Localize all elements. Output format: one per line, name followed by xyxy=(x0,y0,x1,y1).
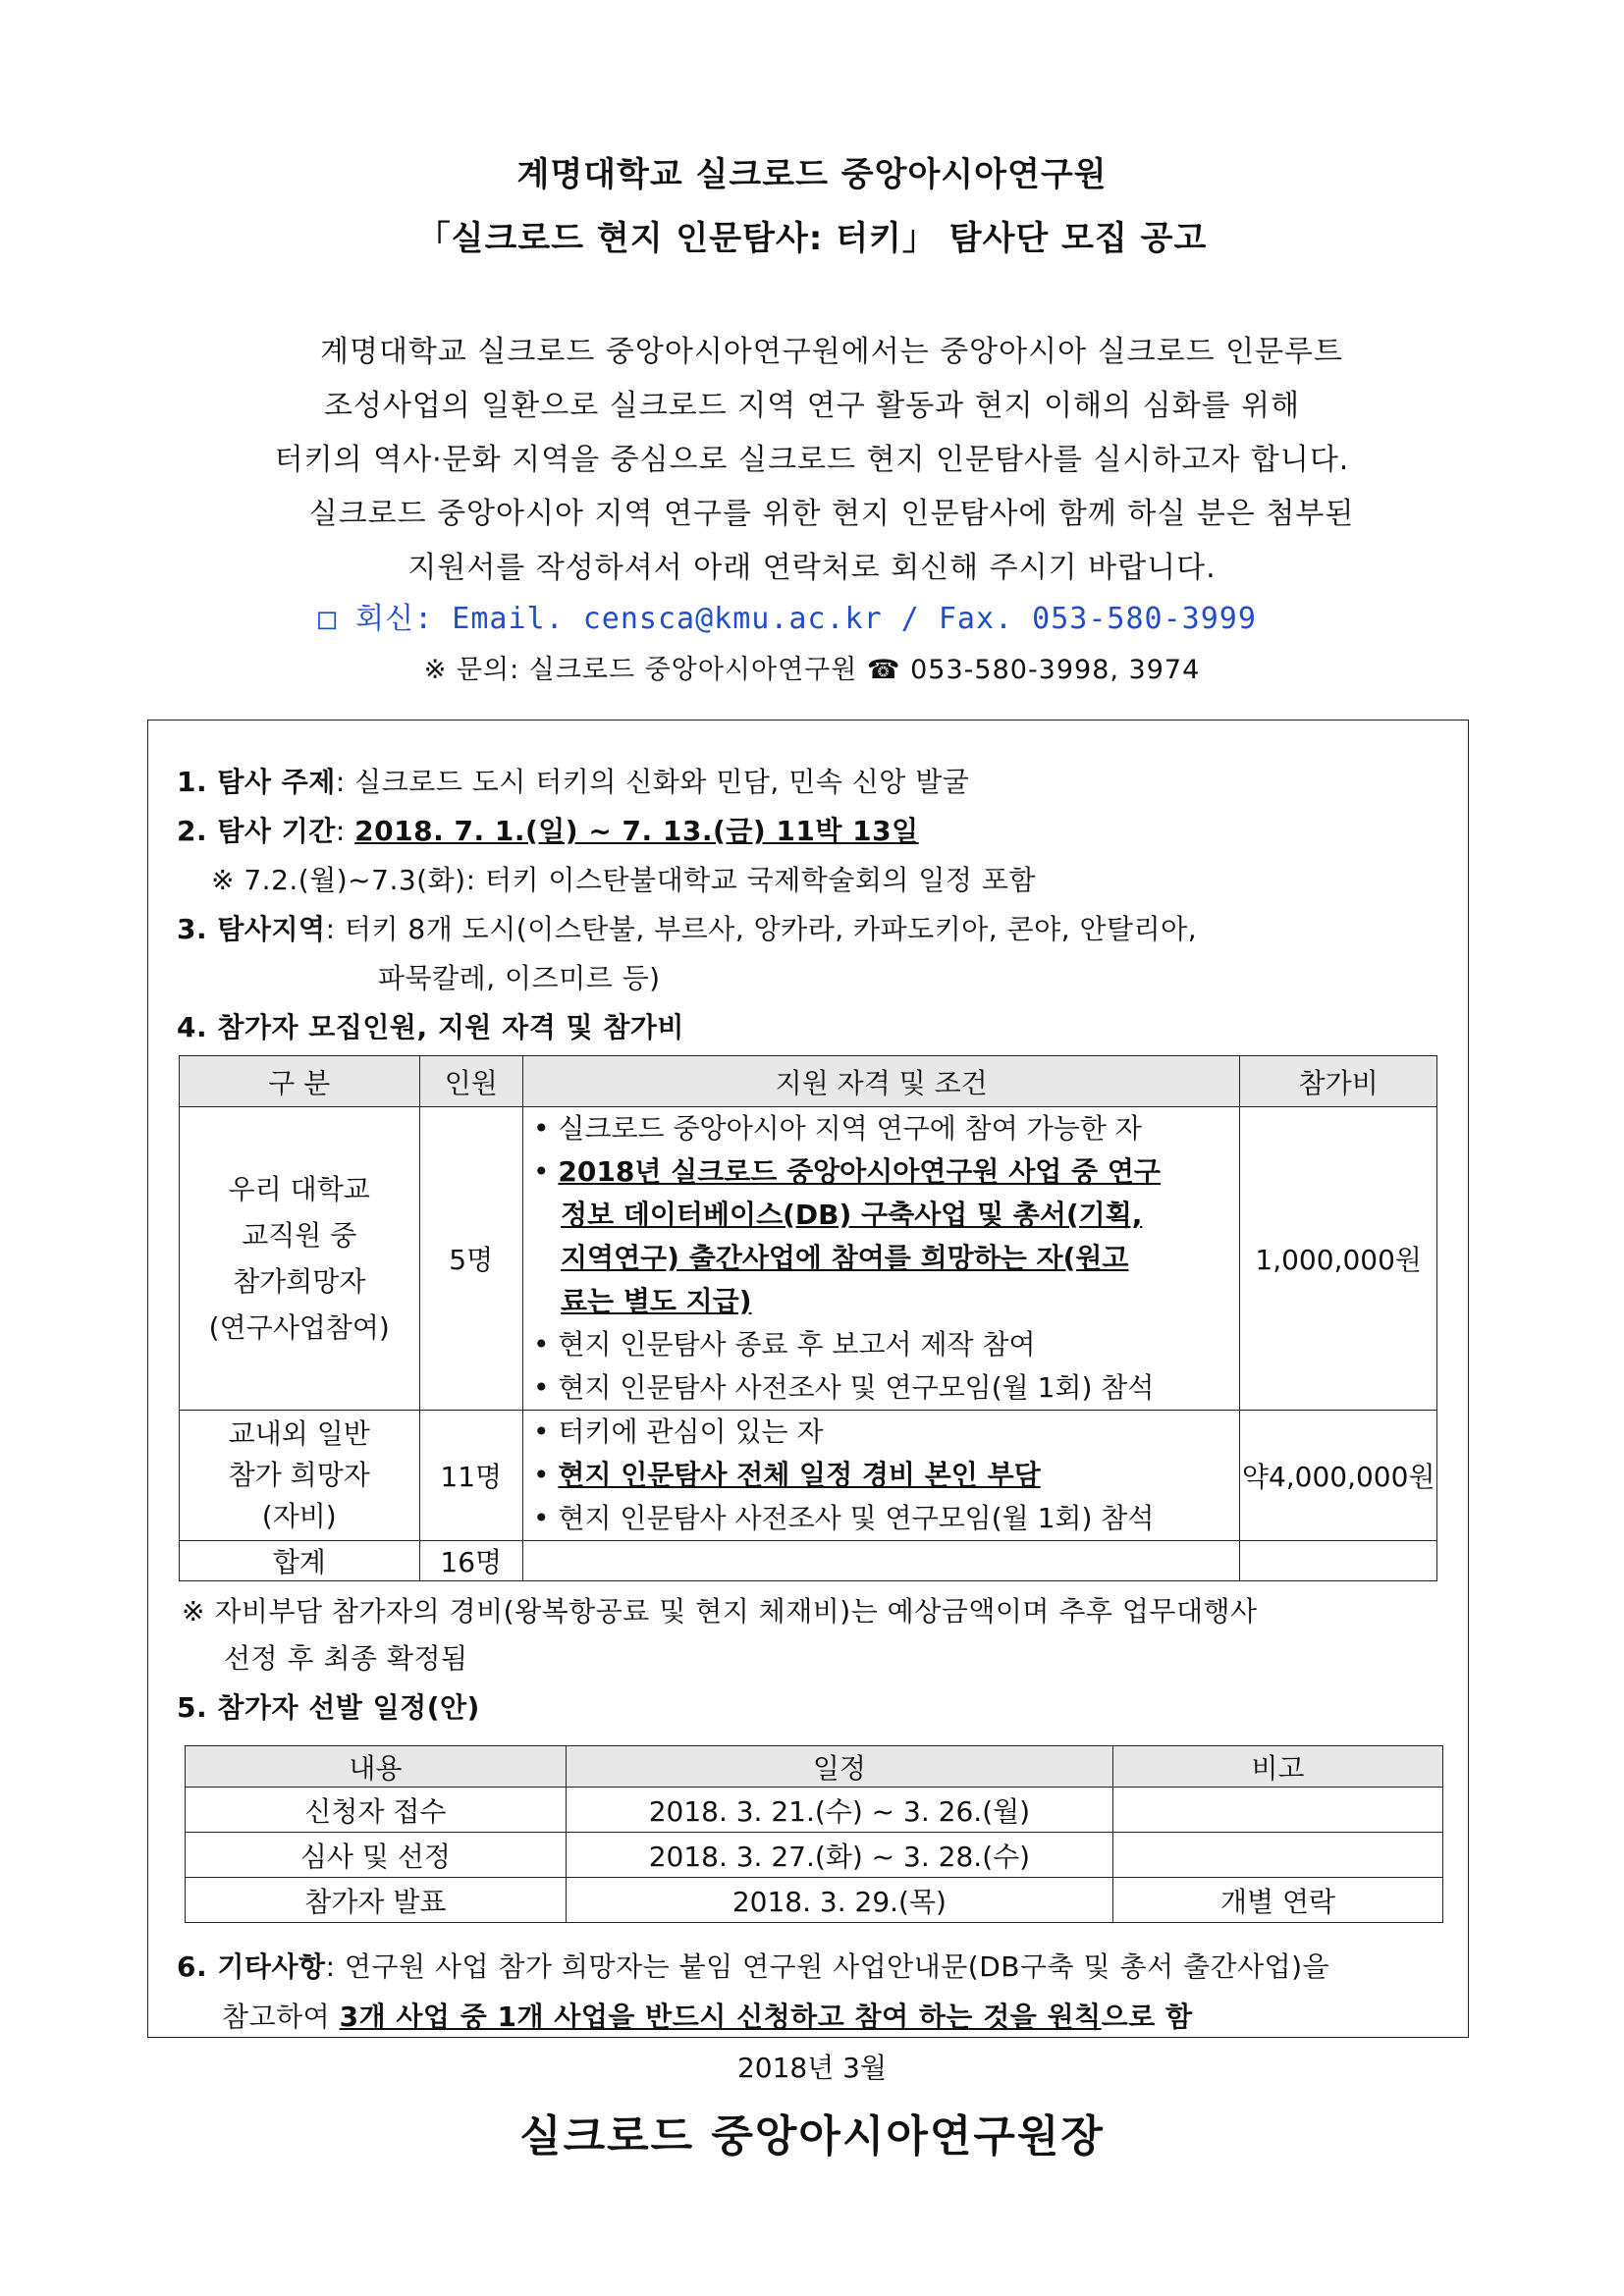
schedule-table xyxy=(185,1745,1443,1923)
section-2-colon: : xyxy=(335,815,355,847)
col-header-count: 인원 xyxy=(419,1056,522,1107)
table-row xyxy=(186,1788,1443,1833)
notice-subtitle: 「실크로드 현지 인문탐사: 터키」 탐사단 모집 공고 xyxy=(416,219,1208,258)
inquiry-contact: ※ 문의: 실크로드 중앙아시아연구원 ☎ 053-580-3998, 3974 xyxy=(423,655,1201,685)
row1-conditions xyxy=(522,1107,1239,1411)
row2-category-line: 참가 희망자 xyxy=(228,1459,370,1491)
intro-line-3: 터키의 역사·문화 지역을 중심으로 실크로드 현지 인문탐사를 실시하고자 합니다. xyxy=(274,443,1350,477)
section-6-label: 6. 기타사항 xyxy=(177,1950,326,1983)
row1-condition-bold xyxy=(533,1150,1239,1194)
intro-line-1: 계명대학교 실크로드 중앙아시아연구원에서는 중앙아시아 실크로드 인문루트 xyxy=(319,335,1344,369)
row2-category-line: 교내외 일반 xyxy=(228,1417,370,1450)
recruitment-table xyxy=(179,1055,1437,1581)
signature: 실크로드 중앙아시아연구원장 xyxy=(519,2111,1105,2162)
section-4-note-cont: 선정 후 최종 확정됨 xyxy=(224,1642,468,1675)
row1-category-line: 참가희망자 xyxy=(233,1265,366,1298)
section-6 xyxy=(177,1946,1329,1985)
schedule-date: 2018. 3. 27.(화) ~ 3. 28.(수) xyxy=(566,1833,1112,1878)
table-row-total xyxy=(180,1541,1437,1581)
section-4-note: ※ 자비부담 참가자의 경비(왕복항공료 및 현지 체재비)는 예상금액이며 추후 업무대행사 xyxy=(182,1595,1258,1628)
section-3-label: 3. 탐사지역 xyxy=(177,913,326,945)
schedule-item: 참가자 발표 xyxy=(186,1878,567,1923)
section-2-label: 2. 탐사 기간 xyxy=(177,815,336,847)
total-fee-empty xyxy=(1240,1541,1437,1581)
schedule-date: 2018. 3. 21.(수) ~ 3. 26.(월) xyxy=(566,1788,1112,1833)
total-count: 16명 xyxy=(419,1541,522,1581)
section-6-pre: 참고하여 xyxy=(222,2001,340,2033)
section-3-text-cont: 파묵칼레, 이즈미르 등) xyxy=(378,962,661,994)
col-header-category: 구 분 xyxy=(180,1056,420,1107)
schedule-item: 심사 및 선정 xyxy=(186,1833,567,1878)
row1-condition-bold-text: 지역연구) 출간사업에 참여를 희망하는 자(원고 xyxy=(560,1242,1129,1274)
section-1-text: : 실크로드 도시 터키의 신화와 민담, 민속 신앙 발굴 xyxy=(335,766,970,798)
row2-fee: 약4,000,000원 xyxy=(1240,1411,1437,1541)
row1-count: 5명 xyxy=(419,1107,522,1411)
reply-contact: □ 회신: Email. censca@kmu.ac.kr / Fax. 053-580-3999 xyxy=(318,602,1257,636)
section-2-period: 2018. 7. 1.(일) ~ 7. 13.(금) 11박 13일 xyxy=(354,815,919,847)
schedule-item: 신청자 접수 xyxy=(186,1788,567,1833)
row2-condition: • 터키에 관심이 있는 자 xyxy=(532,1415,824,1448)
row1-category-line: 우리 대학교 xyxy=(228,1173,370,1205)
section-3 xyxy=(177,908,1197,947)
row1-condition-bold-text: 2018년 실크로드 중앙아시아연구원 사업 중 연구 xyxy=(558,1155,1161,1188)
recruitment-table-header xyxy=(180,1056,1437,1107)
section-6-text: : 연구원 사업 참가 희망자는 붙임 연구원 사업안내문(DB구축 및 총서 출간사업)을 xyxy=(325,1950,1330,1983)
row1-condition: • 실크로드 중앙아시아 지역 연구에 참여 가능한 자 xyxy=(532,1112,1142,1145)
row1-category xyxy=(180,1107,420,1411)
intro-line-4: 실크로드 중앙아시아 지역 연구를 위한 현지 인문탐사에 함께 하실 분은 첨부된 xyxy=(308,497,1355,531)
total-conditions-empty xyxy=(522,1541,1239,1581)
row1-fee: 1,000,000원 xyxy=(1240,1107,1437,1411)
schedule-note: 개별 연락 xyxy=(1113,1878,1443,1923)
row2-condition-bold-text: 현지 인문탐사 전체 일정 경비 본인 부담 xyxy=(558,1459,1041,1491)
schedule-table-header xyxy=(186,1746,1443,1788)
col-header-note: 비고 xyxy=(1113,1746,1443,1788)
row2-category-line: (자비) xyxy=(261,1500,337,1532)
bullet: • xyxy=(532,1459,559,1491)
bullet: • xyxy=(532,1155,559,1188)
section-1-label: 1. 탐사 주제 xyxy=(177,766,336,798)
row1-condition: • 현지 인문탐사 사전조사 및 연구모임(월 1회) 참석 xyxy=(532,1371,1155,1404)
table-row xyxy=(186,1878,1443,1923)
table-row xyxy=(180,1411,1437,1541)
intro-line-5: 지원서를 작성하셔서 아래 연락처로 회신해 주시기 바랍니다. xyxy=(407,551,1217,585)
issue-date: 2018년 3월 xyxy=(736,2052,888,2084)
row1-category-line: 교직원 중 xyxy=(242,1219,357,1252)
notice-title: 계명대학교 실크로드 중앙아시아연구원 xyxy=(516,155,1108,194)
section-4-label: 4. 참가자 모집인원, 지원 자격 및 참가비 xyxy=(177,1011,684,1043)
col-header-item: 내용 xyxy=(186,1746,567,1788)
section-3-text: : 터키 8개 도시(이스탄불, 부르사, 앙카라, 카파도키아, 콘야, 안탈리아, xyxy=(325,913,1198,945)
row2-count: 11명 xyxy=(419,1411,522,1541)
col-header-date: 일정 xyxy=(566,1746,1112,1788)
total-label: 합계 xyxy=(180,1541,420,1581)
section-5-label: 5. 참가자 선발 일정(안) xyxy=(177,1691,480,1724)
section-2 xyxy=(177,810,919,849)
section-2-note: ※ 7.2.(월)~7.3(화): 터키 이스탄불대학교 국제학술회의 일정 포함 xyxy=(211,864,1036,896)
row1-category-line: (연구사업참여) xyxy=(208,1311,390,1344)
col-header-fee: 참가비 xyxy=(1240,1056,1437,1107)
schedule-note xyxy=(1113,1833,1443,1878)
row1-condition-bold-text: 정보 데이터베이스(DB) 구축사업 및 총서(기획, xyxy=(560,1199,1143,1231)
section-1 xyxy=(177,761,969,800)
row2-condition: • 현지 인문탐사 사전조사 및 연구모임(월 1회) 참석 xyxy=(532,1502,1155,1534)
schedule-note xyxy=(1113,1788,1443,1833)
section-6-post: 으로 함 xyxy=(1101,2001,1193,2033)
table-row xyxy=(180,1107,1437,1411)
section-6-text-cont xyxy=(222,1996,1193,2035)
col-header-conditions: 지원 자격 및 조건 xyxy=(522,1056,1239,1107)
row2-condition-bold xyxy=(533,1454,1239,1497)
row1-condition-bold-text: 료는 별도 지급) xyxy=(560,1285,752,1317)
intro-line-2: 조성사업의 일환으로 실크로드 지역 연구 활동과 현지 이해의 심화를 위해 xyxy=(323,389,1301,423)
schedule-date: 2018. 3. 29.(목) xyxy=(566,1878,1112,1923)
row2-conditions xyxy=(522,1411,1239,1541)
row1-condition: • 현지 인문탐사 종료 후 보고서 제작 참여 xyxy=(532,1328,1036,1361)
table-row xyxy=(186,1833,1443,1878)
row2-category xyxy=(180,1411,420,1541)
section-6-emphasis: 3개 사업 중 1개 사업을 반드시 신청하고 참여 하는 것을 원칙 xyxy=(339,2001,1102,2033)
